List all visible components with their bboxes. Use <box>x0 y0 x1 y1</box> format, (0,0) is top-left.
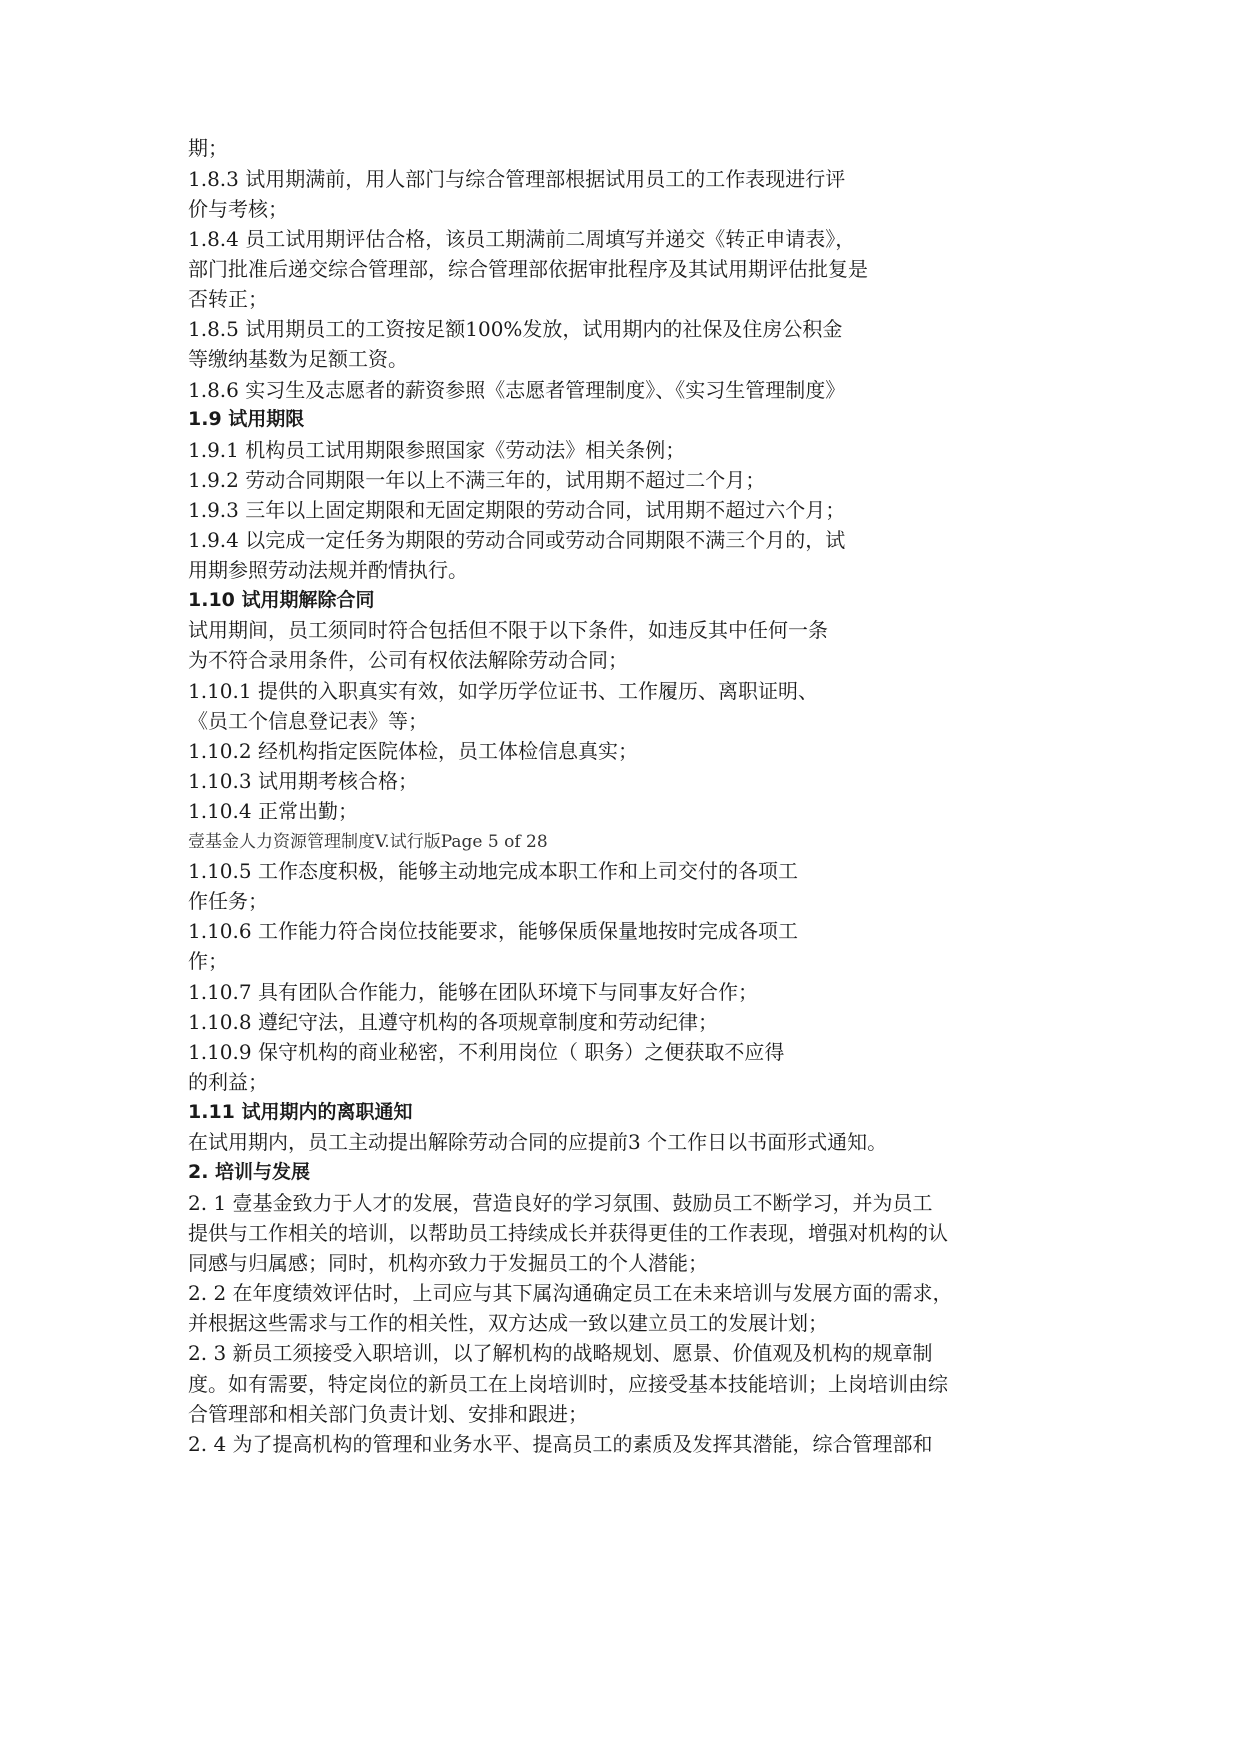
text-line: 1.10.6 工作能力符合岗位技能要求，能够保质保量地按时完成各项工 <box>188 919 798 943</box>
text-line: 价与考核； <box>188 197 288 221</box>
text-line: 试用期间，员工须同时符合包括但不限于以下条件，如违反其中任何一条 <box>188 618 828 642</box>
text-line: 1.10.9 保守机构的商业秘密，不利用岗位（ 职务）之便获取不应得 <box>188 1040 785 1064</box>
text-line: 作任务； <box>188 889 268 913</box>
text-line: 1.8.5 试用期员工的工资按足额100%发放，试用期内的社保及住房公积金 <box>188 317 843 341</box>
text-line: 《员工个信息登记表》等； <box>188 709 428 733</box>
text-line: 1.8.6 实习生及志愿者的薪资参照《志愿者管理制度》、《实习生管理制度》 <box>188 378 846 402</box>
text-line: 的利益； <box>188 1070 268 1094</box>
text-line: 1.9.3 三年以上固定期限和无固定期限的劳动合同，试用期不超过六个月； <box>188 498 846 522</box>
section-heading: 2. 培训与发展 <box>188 1161 311 1183</box>
text-line: 1.8.3 试用期满前，用人部门与综合管理部根据试用员工的工作表现进行评 <box>188 167 846 191</box>
text-line: 用期参照劳动法规并酌情执行。 <box>188 558 468 582</box>
text-line: 2. 4 为了提高机构的管理和业务水平、提高员工的素质及发挥其潜能，综合管理部和 <box>188 1432 933 1456</box>
text-line: 1.9.1 机构员工试用期限参照国家《劳动法》相关条例； <box>188 438 686 462</box>
text-line: 2. 2 在年度绩效评估时，上司应与其下属沟通确定员工在未来培训与发展方面的需求， <box>188 1281 953 1305</box>
text-line: 同感与归属感；同时，机构亦致力于发掘员工的个人潜能； <box>188 1251 708 1275</box>
text-line: 为不符合录用条件，公司有权依法解除劳动合同； <box>188 648 628 672</box>
text-line: 1.9.2 劳动合同期限一年以上不满三年的，试用期不超过二个月； <box>188 468 766 492</box>
text-line: 2. 1 壹基金致力于人才的发展，营造良好的学习氛围、鼓励员工不断学习，并为员工 <box>188 1191 933 1215</box>
text-line: 1.10.4 正常出勤； <box>188 799 358 823</box>
text-line: 1.10.1 提供的入职真实有效，如学历学位证书、工作履历、离职证明、 <box>188 679 818 703</box>
text-line: 并根据这些需求与工作的相关性，双方达成一致以建立员工的发展计划； <box>188 1311 828 1335</box>
text-line: 1.9.4 以完成一定任务为期限的劳动合同或劳动合同期限不满三个月的，试 <box>188 528 846 552</box>
text-line: 在试用期内，员工主动提出解除劳动合同的应提前3 个工作日以书面形式通知。 <box>188 1130 888 1154</box>
text-line: 度。如有需要，特定岗位的新员工在上岗培训时，应接受基本技能培训；上岗培训由综 <box>188 1372 948 1396</box>
text-line: 作； <box>188 949 228 973</box>
section-heading: 1.9 试用期限 <box>188 408 305 430</box>
text-line: 1.10.5 工作态度积极，能够主动地完成本职工作和上司交付的各项工 <box>188 859 798 883</box>
text-line: 等缴纳基数为足额工资。 <box>188 347 408 371</box>
text-line: 合管理部和相关部门负责计划、安排和跟进； <box>188 1402 588 1426</box>
text-line: 部门批准后递交综合管理部，综合管理部依据审批程序及其试用期评估批复是 <box>188 257 868 281</box>
section-heading: 1.11 试用期内的离职通知 <box>188 1101 413 1123</box>
text-line: 1.8.4 员工试用期评估合格，该员工期满前二周填写并递交《转正申请表》， <box>188 227 856 251</box>
text-line: 否转正； <box>188 287 268 311</box>
text-line: 提供与工作相关的培训，以帮助员工持续成长并获得更佳的工作表现，增强对机构的认 <box>188 1221 948 1245</box>
text-line: 1.10.7 具有团队合作能力，能够在团队环境下与同事友好合作； <box>188 980 758 1004</box>
text-line: 1.10.2 经机构指定医院体检，员工体检信息真实； <box>188 739 638 763</box>
text-line: 1.10.3 试用期考核合格； <box>188 769 418 793</box>
section-heading: 1.10 试用期解除合同 <box>188 589 375 611</box>
text-line: 2. 3 新员工须接受入职培训，以了解机构的战略规划、愿景、价值观及机构的规章制 <box>188 1341 933 1365</box>
text-line: 期； <box>188 136 228 160</box>
text-line: 1.10.8 遵纪守法，且遵守机构的各项规章制度和劳动纪律； <box>188 1010 718 1034</box>
page-footer: 壹基金人力资源管理制度V.试行版Page 5 of 28 <box>188 832 548 852</box>
